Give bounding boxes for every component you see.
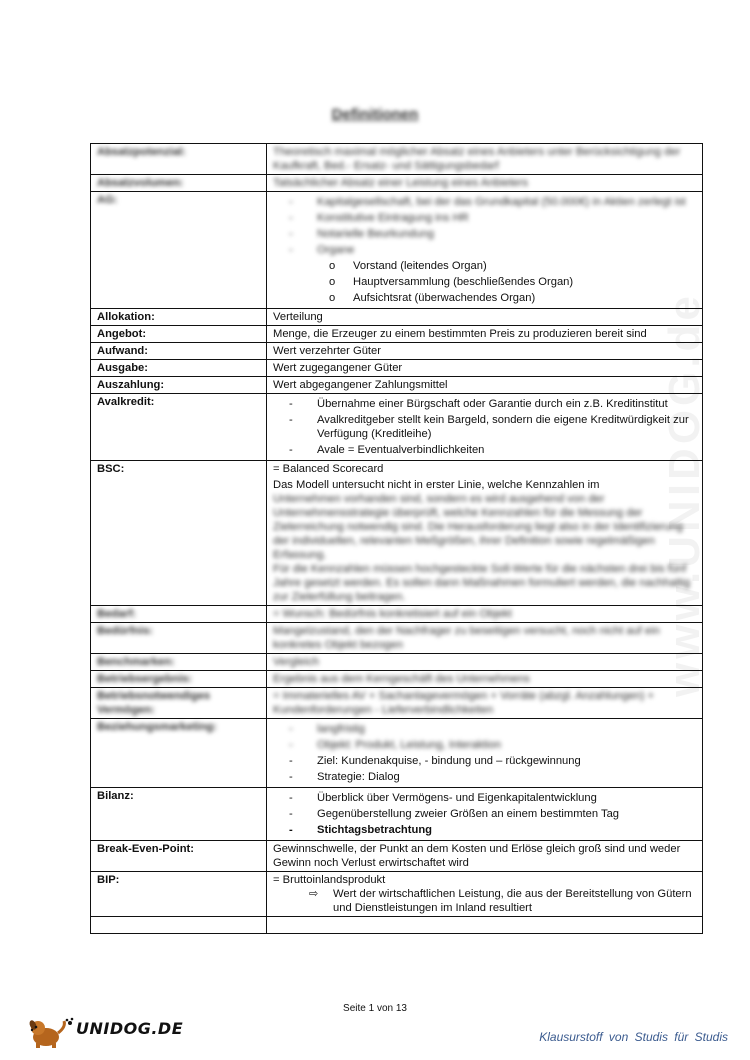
definition-cell: [267, 394, 703, 461]
definition-cell: [267, 671, 703, 688]
term-cell: Beziehungsmarketing:: [91, 719, 267, 788]
definition-text: Wert verzehrter Güter: [273, 345, 381, 357]
definition-text: Verteilung: [273, 311, 323, 323]
list-item: - Übernahme einer Bürgschaft oder Garantie durch ein z.B. Kreditinstitut: [273, 397, 696, 411]
table-row: [91, 671, 703, 688]
definition-text: Ergebnis aus dem Kerngeschäft des Unternehmens: [273, 673, 530, 685]
table-row: [91, 841, 703, 872]
list-item: - Strategie: Dialog: [273, 770, 696, 784]
definition-cell: [267, 688, 703, 719]
table-row: [91, 872, 703, 917]
table-row: [91, 175, 703, 192]
term-cell: Benchmarken:: [91, 654, 267, 671]
definition-text: Für die Kennzahlen müssen hochgesteckte Soll-Werte für die nächsten drei bis fünf: [273, 563, 687, 575]
term-cell: Betriebsergebnis:: [91, 671, 267, 688]
term-cell: Bilanz:: [91, 788, 267, 841]
table-row: [91, 360, 703, 377]
sub-list-item: o Hauptversammlung (beschließendes Organ): [273, 275, 696, 289]
list-item: - Objekt: Produkt, Leistung, Interaktion: [273, 738, 696, 752]
definition-text: Unternehmen vorhanden sind, sondern es wird ausgehend von der Unternehmensstrategie überprüft, welche Kennzahlen für die Messung der Zielerreichung notwendig sind. Die Herausforderung liegt also in der Identifizierung der individuellen, relevanten Meßgrößen, ihrer Definition sowie regelmäßigen Erfassung.: [273, 493, 683, 561]
list-item: - Avale = Eventualverbindlichkeiten: [273, 443, 696, 457]
table-row: [91, 788, 703, 841]
definition-text: Jahre gesetzt werden. Es sollen dann Maßnahmen formuliert werden, die nachhaltig zur Zielerfüllung beitragen.: [273, 577, 691, 603]
table-row: [91, 377, 703, 394]
table-row: [91, 144, 703, 175]
list-item: - langfristig: [273, 722, 696, 736]
logo-text: UNIDOG.DE: [76, 1019, 184, 1038]
definition-text: Tatsächlicher Absatz einer Leistung eines Anbieters: [273, 177, 528, 189]
term-cell: BIP:: [91, 872, 267, 917]
definition-cell: [267, 309, 703, 326]
term-cell: Avalkredit:: [91, 394, 267, 461]
list-item: - Ziel: Kundenakquise, - bindung und – rückgewinnung: [273, 754, 696, 768]
table-row: [91, 309, 703, 326]
table-row: [91, 623, 703, 654]
term-cell: [91, 917, 267, 934]
table-row: [91, 606, 703, 623]
term-cell: Allokation:: [91, 309, 267, 326]
page-title: Definitionen: [331, 106, 419, 123]
definition-cell: [267, 377, 703, 394]
table-row: [91, 461, 703, 606]
definition-cell: [267, 144, 703, 175]
definition-cell: [267, 343, 703, 360]
definition-text: Vergleich: [273, 656, 320, 668]
definition-cell: [267, 326, 703, 343]
definition-cell: [267, 192, 703, 309]
definition-text: Wert abgegangener Zahlungsmittel: [273, 379, 448, 391]
list-item: - Organe: [273, 243, 696, 257]
definition-cell: [267, 461, 703, 606]
definition-cell: [267, 654, 703, 671]
definition-text: Theoretisch maximal möglicher Absatz eines Anbieters unter Berücksichtigung der Kaufkraft, Bed.- Ersatz- und Sättigungsbedarf: [273, 146, 681, 172]
definition-text: = Bruttoinlandsprodukt: [273, 874, 386, 886]
term-cell: Bedarf:: [91, 606, 267, 623]
definition-text: = Balanced Scorecard: [273, 463, 384, 475]
table-row: [91, 343, 703, 360]
table-row: [91, 917, 703, 934]
dog-mascot-icon: [26, 1017, 74, 1049]
definition-cell: [267, 841, 703, 872]
definition-cell: [267, 360, 703, 377]
definition-cell: [267, 788, 703, 841]
tagline: Klausurstoff von Studis für Studis: [539, 1030, 728, 1044]
term-cell: Absatzpotenzial:: [91, 144, 267, 175]
definition-cell: [267, 623, 703, 654]
term-cell: Aufwand:: [91, 343, 267, 360]
definition-cell: [267, 719, 703, 788]
arrow-item: [273, 887, 696, 915]
table-row: [91, 394, 703, 461]
table-row: [91, 719, 703, 788]
definition-text: Wert zugegangener Güter: [273, 362, 403, 374]
term-cell: BSC:: [91, 461, 267, 606]
list-item: - Konstitutive Eintragung ins HR: [273, 211, 696, 225]
definition-text: = Immaterielles AV + Sachanlagevermögen + Vorräte (abzgl. Anzahlungen) + Kundenforderungen - Lieferverbindlichkeiten: [273, 690, 655, 716]
watermark: www.UNIDOG.de: [660, 292, 709, 698]
term-cell: Break-Even-Point:: [91, 841, 267, 872]
definition-text: Mangelzustand, den der Nachfrager zu beseitigen versucht, noch nicht auf ein konkretes Objekt bezogen: [273, 625, 660, 651]
list-item: - Notarielle Beurkundung: [273, 227, 696, 241]
list-item: - Gegenüberstellung zweier Größen an einem bestimmten Tag: [273, 807, 696, 821]
list-item: - Avalkreditgeber stellt kein Bargeld, sondern die eigene Kreditwürdigkeit zur Verfügung (Kreditleihe): [273, 413, 696, 441]
definition-cell: [267, 872, 703, 917]
table-row: [91, 326, 703, 343]
definitions-table: [90, 143, 703, 934]
term-cell: Betriebsnotwendiges Vermögen:: [91, 688, 267, 719]
sub-list-item: o Aufsichtsrat (überwachendes Organ): [273, 291, 696, 305]
sub-list-item: o Vorstand (leitendes Organ): [273, 259, 696, 273]
definition-text: = Wunsch: Bedürfnis konkretisiert auf ein Objekt: [273, 608, 512, 620]
definition-cell: [267, 175, 703, 192]
list-item: - Kapitalgesellschaft, bei der das Grundkapital (50.000€) in Aktien zerlegt ist: [273, 195, 696, 209]
definition-text: Das Modell untersucht nicht in erster Linie, welche Kennzahlen im: [273, 479, 600, 491]
arrow-right-outline-icon: ⇨: [309, 888, 319, 900]
term-cell: Ausgabe:: [91, 360, 267, 377]
page-number: Seite 1 von 13: [343, 1003, 407, 1014]
term-cell: Angebot:: [91, 326, 267, 343]
term-cell: Absatzvolumen:: [91, 175, 267, 192]
table-row: [91, 688, 703, 719]
unidog-logo[interactable]: [26, 1017, 184, 1047]
definition-cell: [267, 606, 703, 623]
list-item: - Überblick über Vermögens- und Eigenkapitalentwicklung: [273, 791, 696, 805]
table-row: [91, 654, 703, 671]
term-cell: Bedürfnis:: [91, 623, 267, 654]
term-cell: Auszahlung:: [91, 377, 267, 394]
table-row: [91, 192, 703, 309]
term-cell: AG:: [91, 192, 267, 309]
definition-cell: [267, 917, 703, 934]
list-item: - Stichtagsbetrachtung: [273, 823, 696, 837]
definition-text: Menge, die Erzeuger zu einem bestimmten Preis zu produzieren bereit sind: [273, 328, 647, 340]
definition-text: Gewinnschwelle, der Punkt an dem Kosten und Erlöse gleich groß sind und weder Gewinn noch Verlust erwirtschaftet wird: [273, 843, 681, 869]
arrow-text: Wert der wirtschaftlichen Leistung, die aus der Bereitstellung von Gütern und Dienstleistungen im Inland resultiert: [333, 888, 692, 914]
